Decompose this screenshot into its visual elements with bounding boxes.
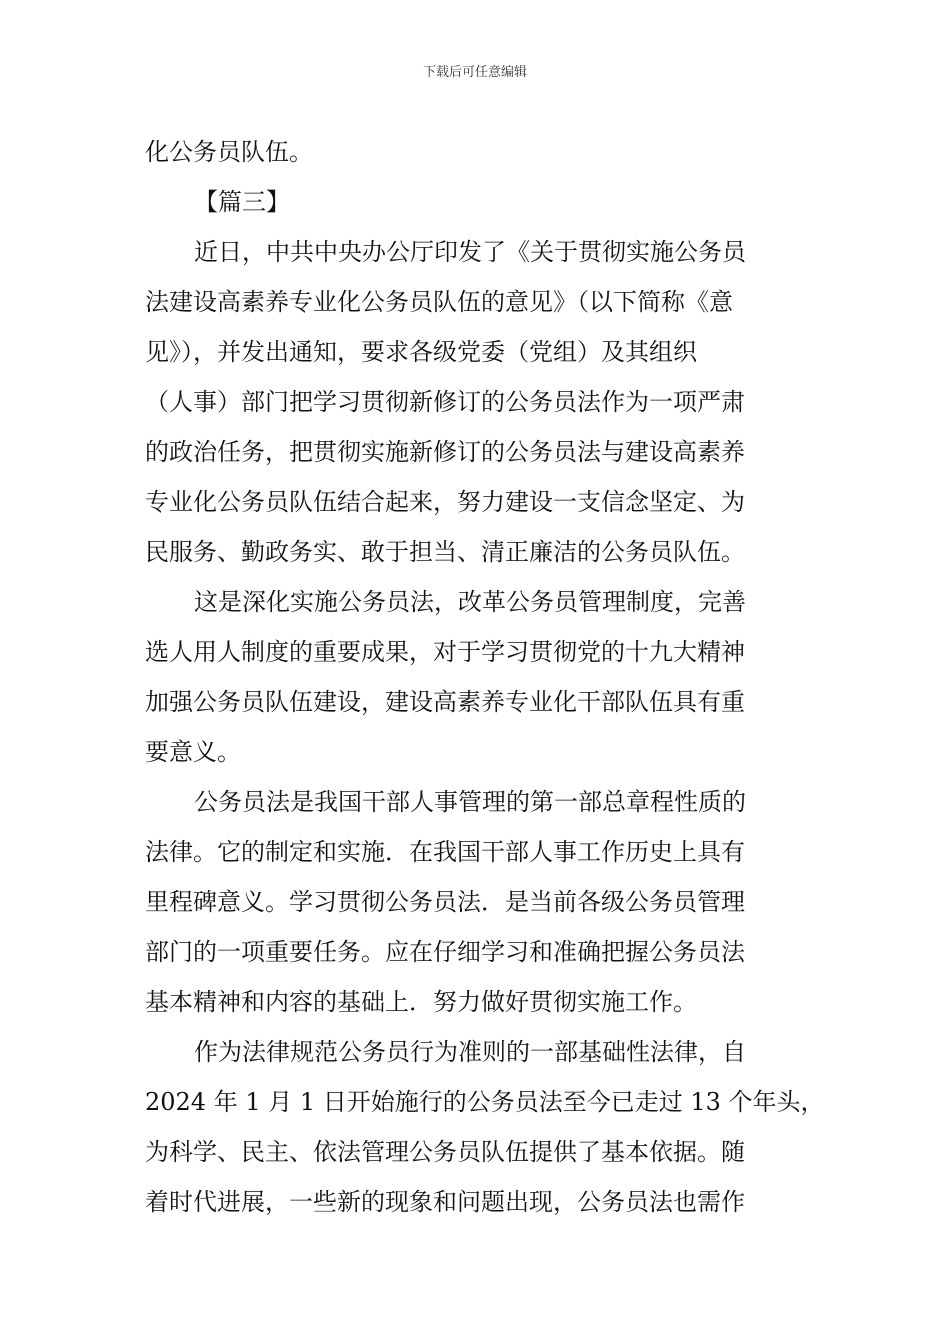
paragraph-line: 化公务员队伍。 (145, 138, 313, 166)
document-body (145, 127, 825, 1227)
section-heading: 【篇三】 (194, 188, 290, 216)
paragraph-line: 着时代进展，一些新的现象和问题出现，公务员法也需作 (145, 1188, 745, 1216)
paragraph-line: 见》），并发出通知，要求各级党委（党组）及其组织 (145, 338, 697, 366)
paragraph-line: 为科学、民主、依法管理公务员队伍提供了基本依据。随 (145, 1138, 745, 1166)
paragraph-line: 专业化公务员队伍结合起来，努力建设一支信念坚定、为 (145, 488, 745, 516)
paragraph-line: 近日，中共中央办公厅印发了《关于贯彻实施公务员 (194, 238, 746, 266)
paragraph-line: 公务员法是我国干部人事管理的第一部总章程性质的 (194, 788, 746, 816)
paragraph-line: 要意义。 (145, 738, 241, 766)
paragraph-line: 民服务、勤政务实、敢于担当、清正廉洁的公务员队伍。 (145, 538, 745, 566)
paragraph-line: 法律。它的制定和实施．在我国干部人事工作历史上具有 (145, 838, 745, 866)
paragraph-line: 加强公务员队伍建设，建设高素养专业化干部队伍具有重 (145, 688, 745, 716)
paragraph-line: 部门的一项重要任务。应在仔细学习和准确把握公务员法 (145, 938, 745, 966)
paragraph-line: 的政治任务，把贯彻实施新修订的公务员法与建设高素养 (145, 438, 745, 466)
paragraph-line: 作为法律规范公务员行为准则的一部基础性法律，自 (194, 1038, 746, 1066)
paragraph-line: 里程碑意义。学习贯彻公务员法．是当前各级公务员管理 (145, 888, 745, 916)
paragraph-line: 2024 年 1 月 1 日开始施行的公务员法至今已走过 13 个年头， (145, 1088, 825, 1116)
page-header-note: 下载后可任意编辑 (422, 65, 527, 80)
paragraph-line: 基本精神和内容的基础上．努力做好贯彻实施工作。 (145, 988, 697, 1016)
paragraph-line: 法建设高素养专业化公务员队伍的意见》（以下简称《意 (145, 288, 733, 316)
paragraph-line: 选人用人制度的重要成果，对于学习贯彻党的十九大精神 (145, 638, 745, 666)
paragraph-line: （人事）部门把学习贯彻新修订的公务员法作为一项严肃 (145, 388, 745, 416)
paragraph-line: 这是深化实施公务员法，改革公务员管理制度，完善 (194, 588, 746, 616)
